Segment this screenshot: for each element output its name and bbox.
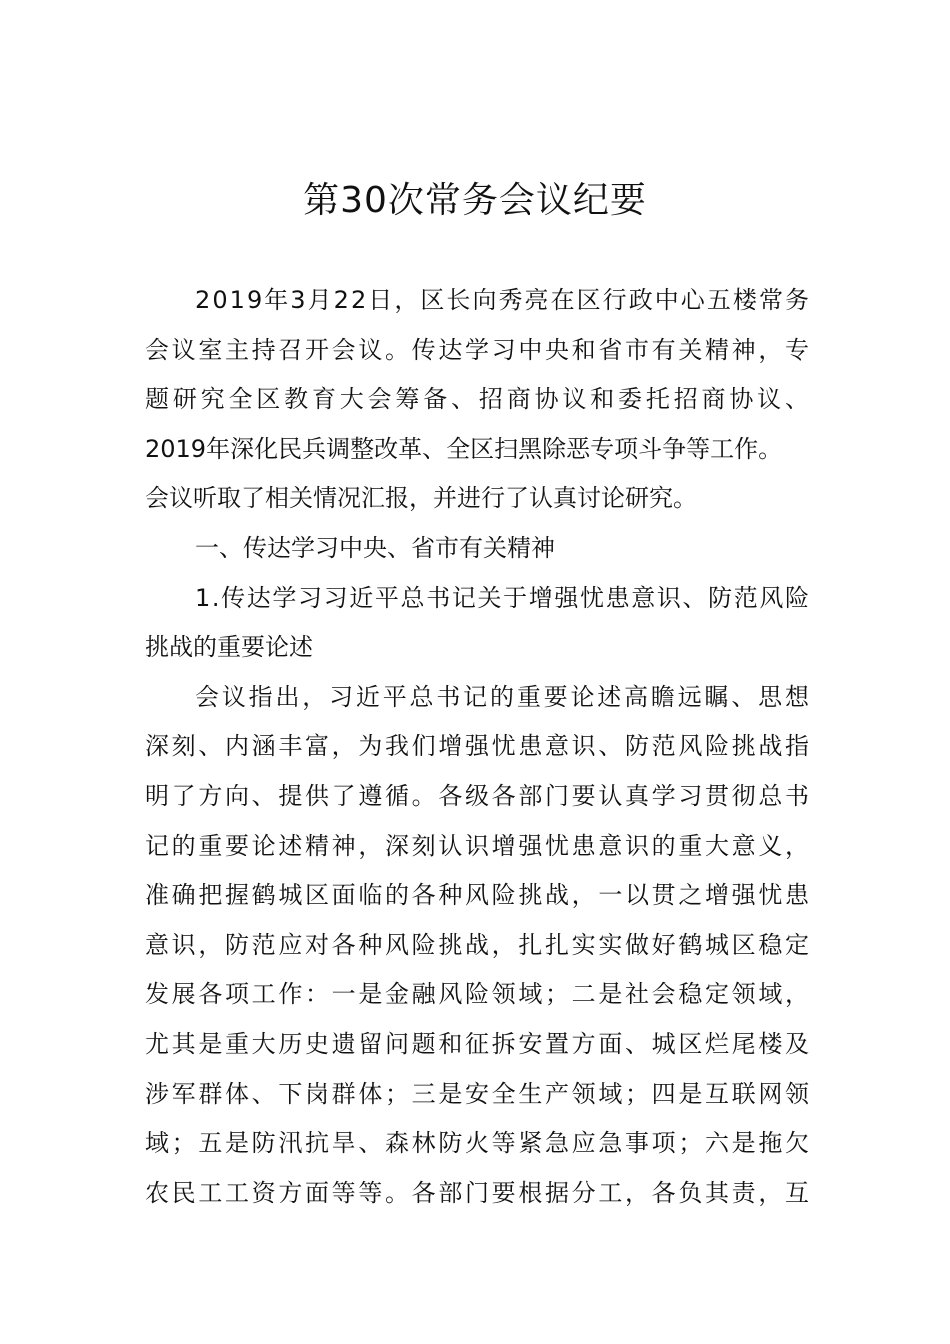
text-line: 会议听取了相关情况汇报，并进行了认真讨论研究。 — [145, 484, 697, 513]
text-line: 题研究全区教育大会筹备、招商协议和委托招商协议、 — [145, 385, 813, 414]
text-line: 2019年深化民兵调整改革、全区扫黑除恶专项斗争等工作。 — [145, 434, 783, 463]
text-line: 准确把握鹤城区面临的各种风险挑战，一以贯之增强忧患 — [145, 881, 812, 910]
text-line: 深刻、内涵丰富，为我们增强忧患意识、防范风险挑战指 — [145, 732, 812, 761]
text-line: 域；五是防汛抗旱、森林防火等紧急应急事项；六是拖欠 — [145, 1129, 812, 1158]
text-line: 记的重要论述精神，深刻认识增强忧患意识的重大意义， — [145, 831, 812, 860]
text-line: 一、传达学习中央、省市有关精神 — [195, 533, 555, 562]
text-line: 挑战的重要论述 — [145, 633, 313, 662]
text-line: 涉军群体、下岗群体；三是安全生产领域；四是互联网领 — [145, 1079, 812, 1108]
text-line: 明了方向、提供了遵循。各级各部门要认真学习贯彻总书 — [145, 781, 812, 810]
text-line: 2019年3月22日，区长向秀亮在区行政中心五楼常务 — [195, 286, 812, 314]
text-line: 意识，防范应对各种风险挑战，扎扎实实做好鹤城区稳定 — [145, 930, 812, 959]
text-line: 农民工工资方面等等。各部门要根据分工，各负其责，互 — [145, 1178, 812, 1207]
text-line: 尤其是重大历史遗留问题和征拆安置方面、城区烂尾楼及 — [145, 1029, 812, 1058]
text-line: 会议室主持召开会议。传达学习中央和省市有关精神，专 — [145, 335, 812, 364]
document-title: 第30次常务会议纪要 — [303, 180, 647, 221]
text-line: 发展各项工作：一是金融风险领域；二是社会稳定领域， — [145, 980, 812, 1009]
document-body — [145, 276, 813, 1218]
text-line: 1.传达学习习近平总书记关于增强忧患意识、防范风险 — [195, 583, 811, 612]
text-line: 会议指出，习近平总书记的重要论述高瞻远瞩、思想 — [195, 682, 812, 711]
